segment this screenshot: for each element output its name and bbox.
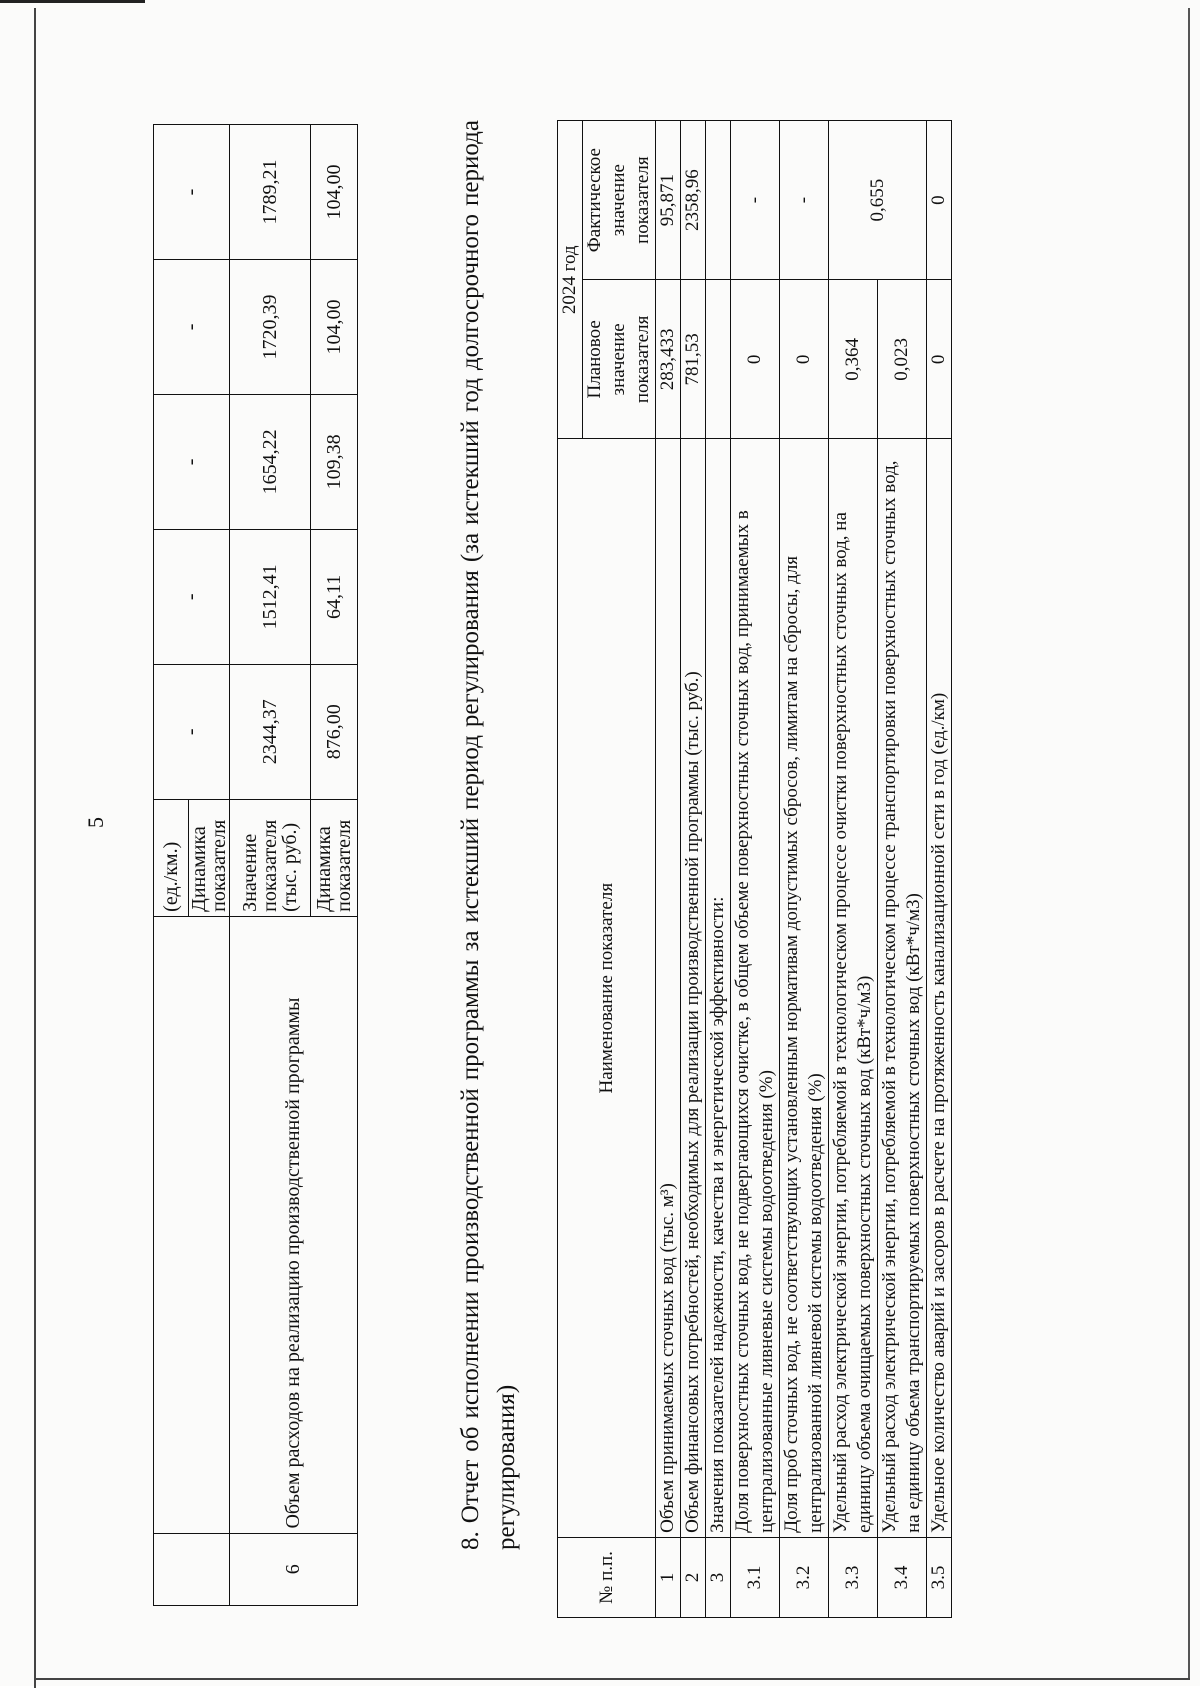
table-row [681,121,706,1618]
plan-value-cell: 781,53 [681,280,706,439]
dynamics-label-cell: Динамика показателя [189,799,230,916]
table-cell: 2344,37 [230,664,311,799]
row-number-cell: 3.3 [829,1537,878,1617]
fact-value-cell: - [780,121,829,280]
row-number-cell: 3.4 [878,1537,927,1617]
table-row [230,125,311,1606]
row-number-cell: 3.2 [780,1537,829,1617]
table-cell: 64,11 [311,529,358,664]
fact-value-cell: 0,655 [829,121,927,280]
scan-border-right [1188,8,1190,1678]
program-report-table [557,120,952,1618]
value-label-cell: Значение показателя (тыс. руб.) [230,799,311,916]
plan-value-cell [706,280,731,439]
row-name-cell: Удельное количество аварий и засоров в расчете на протяженность канализационной сети в год (ед./км) [927,439,952,1537]
section-heading: 8. Отчет об исполнении производственной программы за истекший период регулирования (за истекший год долгосрочного периода регулирования) [457,120,520,1550]
unit-cell: (ед./км.) [154,799,189,916]
row-name-cell: Доля поверхностных сточных вод, не подвергающихся очистке, в общем объеме поверхностных сточных вод, принимаемых в централизованные ливневые системы водоотведения (%) [731,439,780,1537]
table-row [656,121,681,1618]
row-number-cell: 3.1 [731,1537,780,1617]
table-header-row [558,121,583,1618]
table-cell [154,1533,230,1605]
row-name-cell: Доля проб сточных вод, не соответствующих установленным нормативам допустимых сбросов, лимитам на сбросы, для централизованной ливневой системы водоотведения (%) [780,439,829,1537]
table-cell [154,916,230,1533]
plan-value-cell: 0,023 [878,280,927,439]
column-header-number: № п.п. [558,1537,656,1617]
table-cell: 1512,41 [230,529,311,664]
fact-value-cell: 2358,96 [681,121,706,280]
table-cell: - [154,394,230,529]
row-number-cell: 3 [706,1537,731,1617]
row-name-cell: Объем финансовых потребностей, необходимых для реализации производственной программы (тыс. руб.) [681,439,706,1537]
column-header-year: 2024 год [558,121,583,439]
plan-value-cell: 0 [927,280,952,439]
row-name-cell: Объем расходов на реализацию производственной программы [230,916,358,1533]
fact-value-cell: 0 [927,121,952,280]
scan-border-top [0,0,145,3]
row-number-cell: 6 [230,1533,358,1605]
table-row [731,121,780,1618]
dynamics-label-cell: Динамика показателя [311,799,358,916]
rotated-document [25,40,1125,1660]
scan-border-bottom [34,1678,1190,1680]
plan-value-cell: 0 [731,280,780,439]
row-number-cell: 2 [681,1537,706,1617]
row-name-cell: Удельный расход электрической энергии, потребляемой в технологическом процессе очистки поверхностных сточных вод, на единицу объема очищаемых поверхностных сточных вод (кВт*ч/м3) [829,439,878,1537]
column-header-plan: Плановое значение показателя [583,280,656,439]
table-cell: - [154,529,230,664]
column-header-name: Наименование показателя [558,439,656,1537]
plan-value-cell: 0,364 [829,280,878,439]
table-row [878,121,927,1618]
table-cell: 104,00 [311,125,358,260]
row-name-cell: Значения показателей надежности, качества и энергетической эффективности: [706,439,731,1537]
column-header-fact: Фактическое значение показателя [583,121,656,280]
fact-value-cell: - [731,121,780,280]
row-number-cell: 3.5 [927,1537,952,1617]
table-cell: 1789,21 [230,125,311,260]
table-cell: 1654,22 [230,394,311,529]
table-cell: - [154,664,230,799]
row-name-cell: Объем принимаемых сточных вод (тыс. м³) [656,439,681,1537]
expenses-table [153,124,358,1606]
page-number: 5 [83,817,108,828]
row-number-cell: 1 [656,1537,681,1617]
table-cell: 876,00 [311,664,358,799]
table-cell: - [154,259,230,394]
table-cell: 109,38 [311,394,358,529]
plan-value-cell: 0 [780,280,829,439]
table-row [154,125,189,1606]
fact-value-cell: 95,871 [656,121,681,280]
table-cell: - [154,125,230,260]
table-row [706,121,731,1618]
row-name-cell: Удельный расход электрической энергии, потребляемой в технологическом процессе транспортировки поверхностных сточных вод, на единицу объема транспортируемых поверхностных сточных вод (кВт*ч/м3) [878,439,927,1537]
table-cell: 1720,39 [230,259,311,394]
plan-value-cell: 283,433 [656,280,681,439]
table-row [780,121,829,1618]
table-row [829,121,878,1618]
fact-value-cell [706,121,731,280]
table-cell: 104,00 [311,259,358,394]
table-row [927,121,952,1618]
document-content [25,40,1125,1660]
